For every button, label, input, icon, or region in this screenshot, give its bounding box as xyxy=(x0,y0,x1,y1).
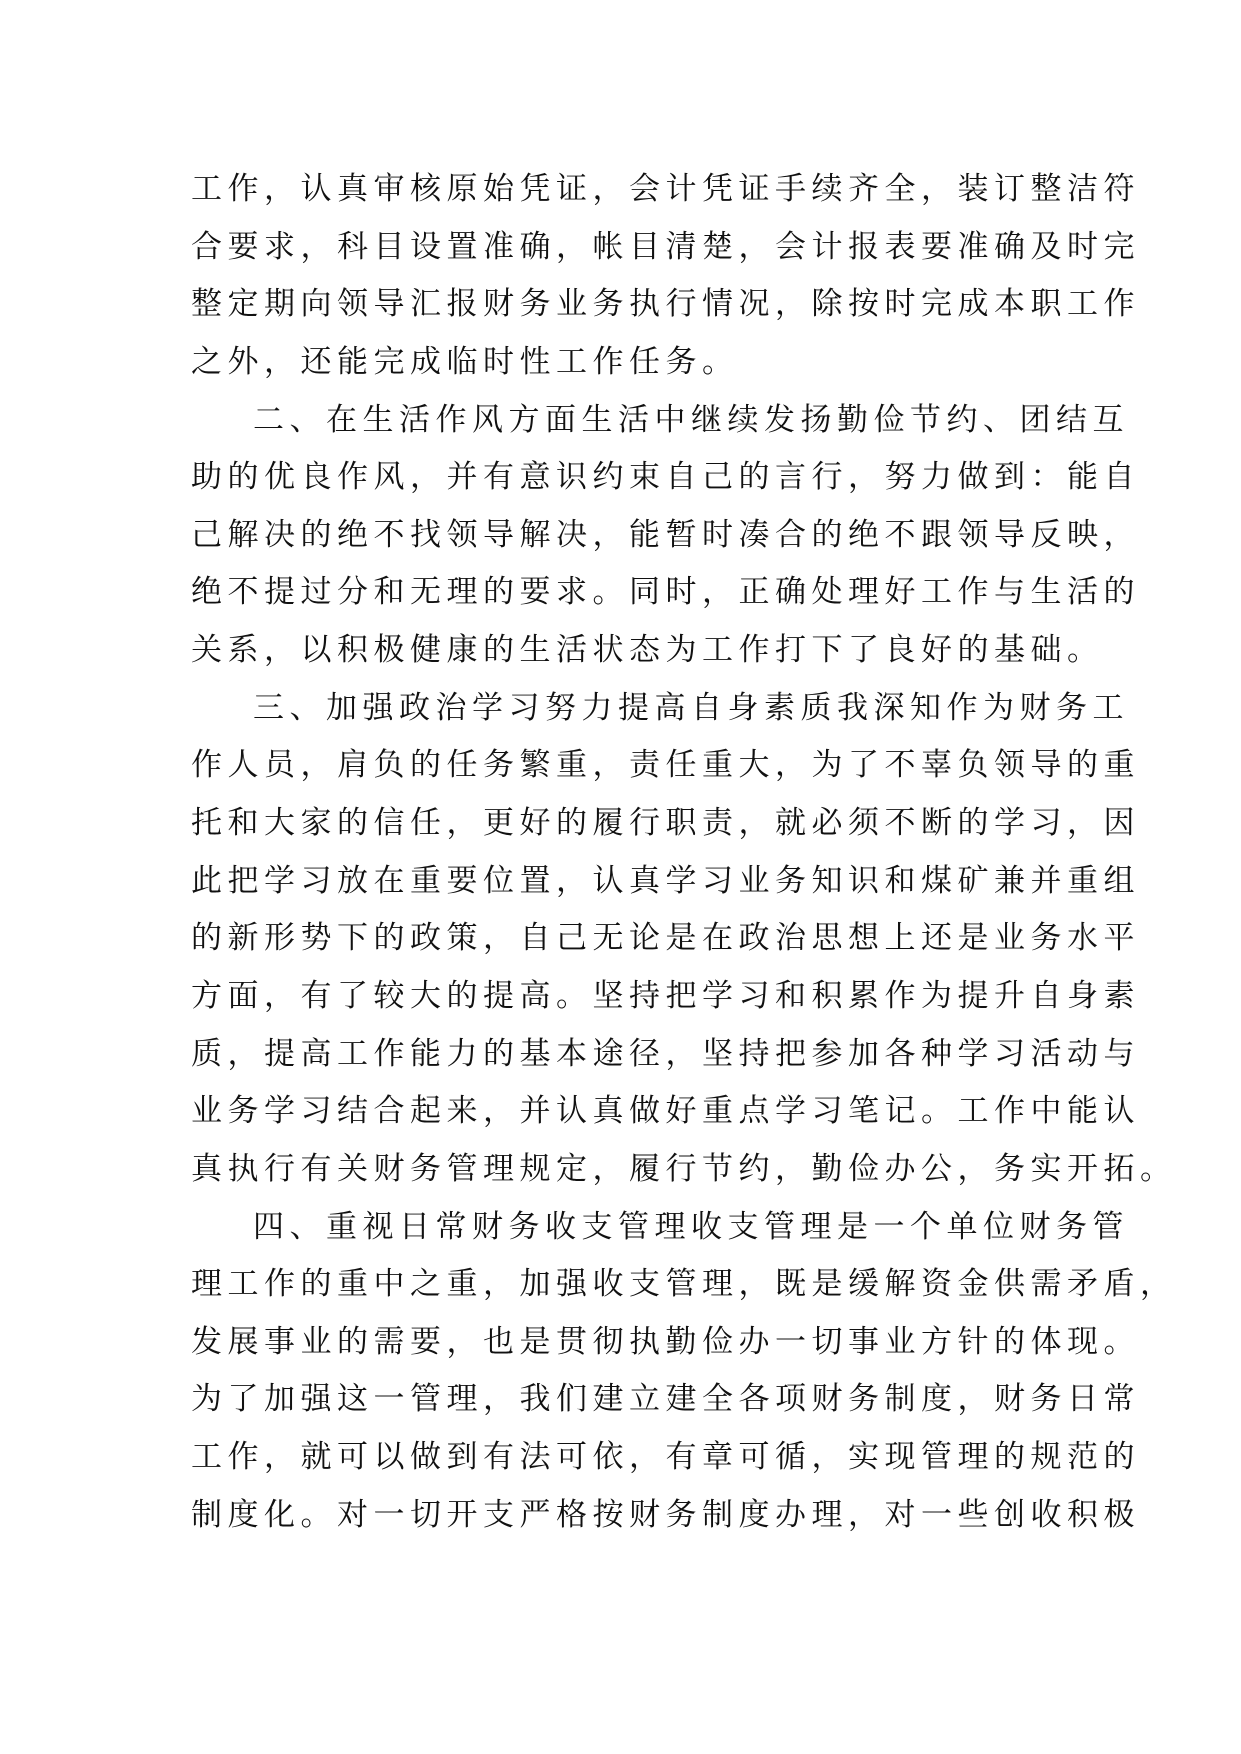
text-line: 工作，就可以做到有法可依，有章可循，实现管理的规范的 xyxy=(191,1439,1140,1476)
text-line: 作人员，肩负的任务繁重，责任重大，为了不辜负领导的重 xyxy=(191,747,1140,784)
text-line: 己解决的绝不找领导解决，能暂时凑合的绝不跟领导反映， xyxy=(191,516,1140,553)
text-line: 质，提高工作能力的基本途径，坚持把参加各种学习活动与 xyxy=(191,1035,1140,1072)
text-line: 工作，认真审核原始凭证，会计凭证手续齐全，装订整洁符 xyxy=(191,171,1140,207)
text-line: 发展事业的需要，也是贯彻执勤俭办一切事业方针的体现。 xyxy=(191,1323,1140,1360)
paragraph-2-first-line: 二、在生活作风方面生活中继续发扬勤俭节约、团结互 xyxy=(253,401,1129,438)
text-line: 合要求，科目设置准确，帐目清楚，会计报表要准确及时完 xyxy=(191,228,1140,265)
text-line: 为了加强这一管理，我们建立建全各项财务制度，财务日常 xyxy=(191,1381,1140,1418)
text-line: 业务学习结合起来，并认真做好重点学习笔记。工作中能认 xyxy=(191,1093,1140,1130)
text-line: 之外，还能完成临时性工作任务。 xyxy=(191,343,739,380)
text-line: 真执行有关财务管理规定，履行节约，勤俭办公，务实开拓。 xyxy=(191,1150,1177,1187)
text-line: 整定期向领导汇报财务业务执行情况，除按时完成本职工作 xyxy=(191,286,1140,323)
text-line: 方面，有了较大的提高。坚持把学习和积累作为提升自身素 xyxy=(191,977,1140,1014)
text-line: 此把学习放在重要位置，认真学习业务知识和煤矿兼并重组 xyxy=(191,862,1140,899)
text-line: 的新形势下的政策，自己无论是在政治思想上还是业务水平 xyxy=(191,920,1140,957)
text-line: 关系，以积极健康的生活状态为工作打下了良好的基础。 xyxy=(191,632,1104,669)
text-line: 绝不提过分和无理的要求。同时，正确处理好工作与生活的 xyxy=(191,574,1140,611)
text-line: 理工作的重中之重，加强收支管理，既是缓解资金供需矛盾， xyxy=(191,1266,1177,1303)
paragraph-4-first-line: 四、重视日常财务收支管理收支管理是一个单位财务管 xyxy=(253,1208,1129,1245)
text-line: 助的优良作风，并有意识约束自己的言行，努力做到：能自 xyxy=(191,459,1140,496)
document-body xyxy=(191,161,1177,1544)
text-line: 制度化。对一切开支严格按财务制度办理，对一些创收积极 xyxy=(191,1496,1140,1533)
paragraph-3-first-line: 三、加强政治学习努力提高自身素质我深知作为财务工 xyxy=(253,689,1129,726)
text-line: 托和大家的信任，更好的履行职责，就必须不断的学习，因 xyxy=(191,805,1140,842)
